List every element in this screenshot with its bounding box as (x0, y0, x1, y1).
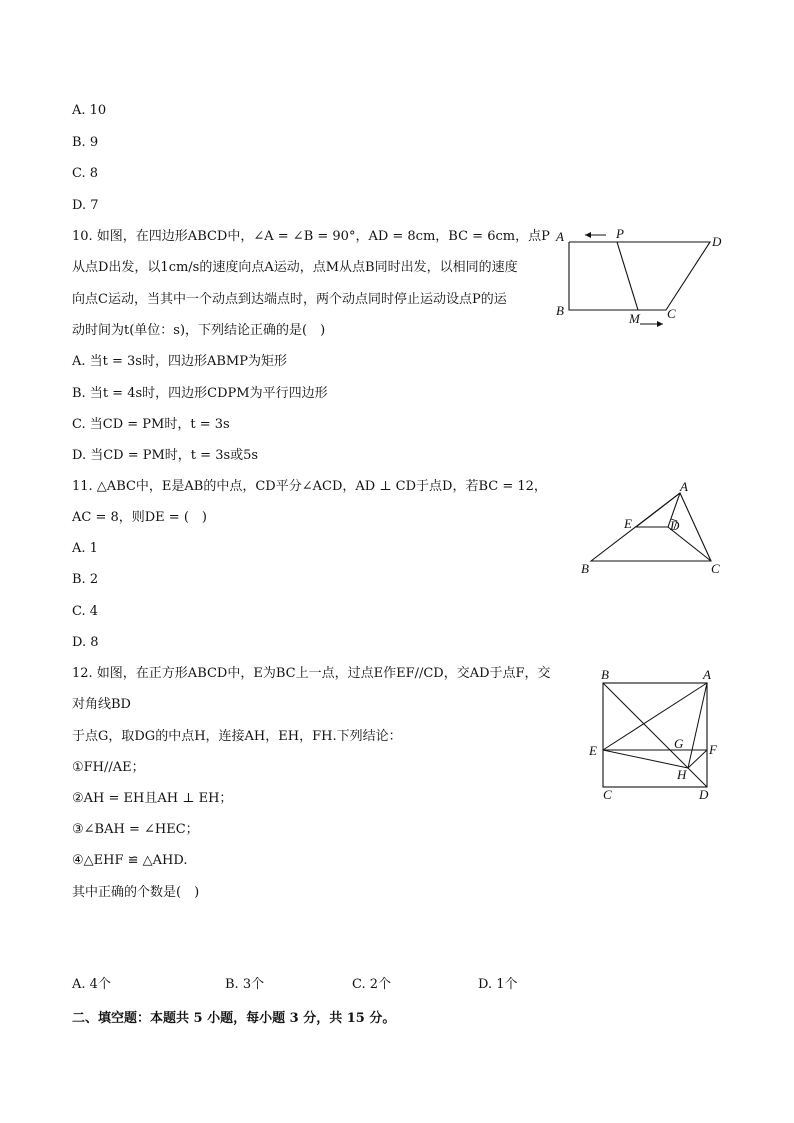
q10-line-2: 从点D出发，以1cm/s的速度向点A运动，点M从点B同时出发，以相同的速度 (72, 260, 518, 275)
q12-figure (585, 665, 725, 809)
q12-line-2: 对角线BD (72, 697, 131, 712)
q11-option-d: D. 8 (72, 635, 99, 650)
q12-label-b: B (601, 667, 609, 682)
q11-label-d: D (670, 518, 680, 533)
q10-line-4: 动时间为t(单位：s)，下列结论正确的是( ) (72, 323, 326, 338)
q12-label-e: E (589, 743, 597, 758)
q12-line-4: ①FH//AE； (72, 760, 145, 775)
q12-line-1: 12. 如图，在正方形ABCD中，E为BC上一点，过点E作EF//CD，交AD于点F，交 (72, 666, 551, 681)
q12-label-h: H (677, 767, 687, 782)
q11-label-e: E (624, 516, 632, 531)
section-2-heading: 二、填空题：本题共 5 小题，每小题 3 分，共 15 分。 (72, 1011, 396, 1026)
q12-line-8: 其中正确的个数是( ) (72, 885, 200, 900)
q11-label-a: A (680, 479, 688, 494)
q10-line-3: 向点C运动，当其中一个动点到达端点时，两个动点同时停止运动设点P的运 (72, 292, 507, 307)
q10-option-c: C. 当CD = PM时，t = 3s (72, 417, 230, 432)
q10-figure (550, 226, 730, 335)
q10-line-1: 10. 如图，在四边形ABCD中，∠A = ∠B = 90°，AD = 8cm，BC = 6cm，点P (72, 229, 550, 244)
q11-line-2: AC = 8，则DE = ( ) (72, 510, 207, 525)
q12-label-c: C (603, 787, 612, 802)
q12-option-d: D. 1个 (478, 977, 518, 992)
q10-label-p: P (616, 226, 624, 241)
q9-option-d: D. 7 (72, 198, 99, 213)
q10-option-d: D. 当CD = PM时，t = 3s或5s (72, 448, 259, 463)
q12-line-6: ③∠BAH = ∠HEC； (72, 822, 199, 837)
q10-label-c: C (667, 306, 676, 321)
q12-label-f: F (709, 742, 717, 757)
q11-label-b: B (581, 561, 589, 576)
q12-option-a: A. 4个 (72, 977, 111, 992)
q9-option-a: A. 10 (72, 103, 107, 118)
q10-option-a: A. 当t = 3s时，四边形ABMP为矩形 (72, 354, 287, 369)
q11-figure (575, 478, 735, 582)
q12-label-a: A (703, 667, 711, 682)
q11-label-c: C (711, 561, 720, 576)
q10-label-m: M (629, 311, 640, 326)
q11-option-c: C. 4 (72, 604, 99, 619)
q12-line-5: ②AH = EH且AH ⊥ EH； (72, 791, 233, 806)
q9-option-b: B. 9 (72, 135, 99, 150)
q11-option-b: B. 2 (72, 572, 99, 587)
q10-label-d: D (712, 234, 722, 249)
q11-option-a: A. 1 (72, 541, 98, 556)
q12-option-b: B. 3个 (225, 977, 265, 992)
q10-label-b: B (556, 303, 564, 318)
q12-label-g: G (674, 736, 684, 751)
q10-label-a: A (556, 229, 564, 244)
q12-option-c: C. 2个 (352, 977, 392, 992)
q10-option-b: B. 当t = 4s时，四边形CDPM为平行四边形 (72, 386, 328, 401)
q9-option-c: C. 8 (72, 166, 99, 181)
q12-line-7: ④△EHF ≌ △AHD. (72, 853, 188, 868)
q12-label-d: D (699, 787, 709, 802)
q12-line-3: 于点G，取DG的中点H，连接AH，EH，FH.下列结论： (72, 729, 402, 744)
q11-line-1: 11. △ABC中，E是AB的中点，CD平分∠ACD，AD ⊥ CD于点D，若BC = 12， (72, 479, 547, 494)
